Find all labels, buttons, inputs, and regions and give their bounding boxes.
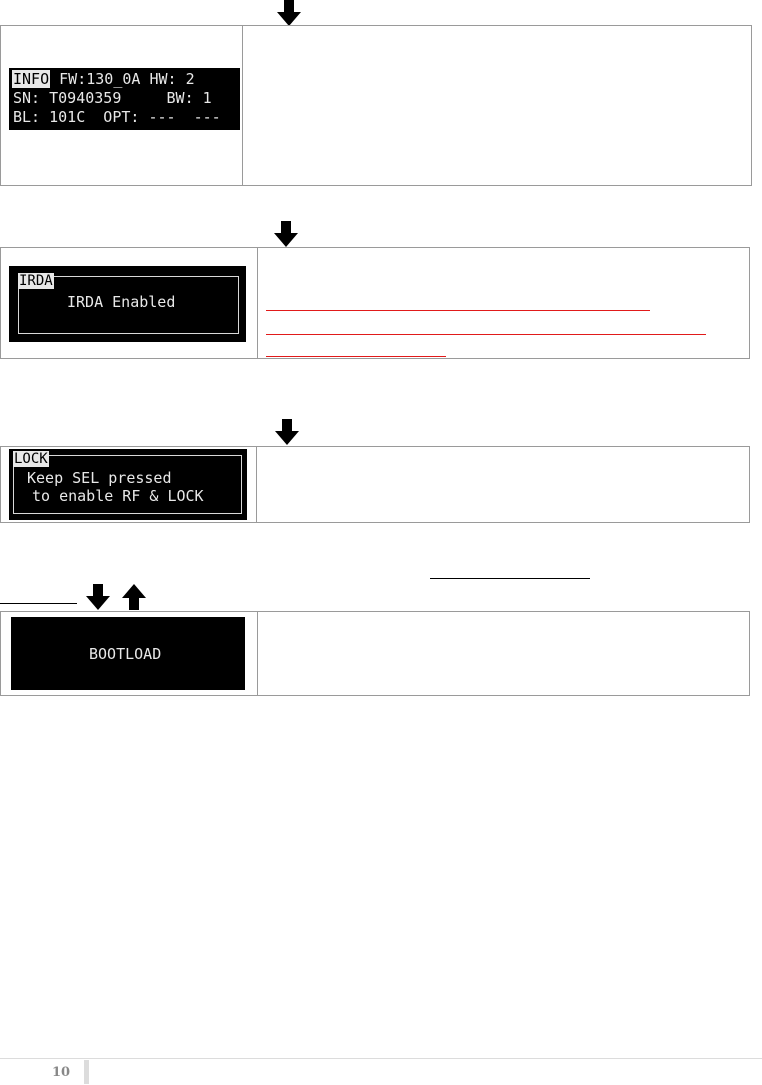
footer-bar [84,1060,89,1084]
lock-line-1: Keep SEL pressed [27,469,172,487]
info-firmware-text: FW:130_0A HW: 2 [50,70,195,88]
info-description-cell [243,26,751,185]
irda-tag: IRDA [19,273,53,289]
lock-screen-table [0,446,750,523]
lock-tag: LOCK [14,451,48,467]
bootload-message: BOOTLOAD [89,645,162,663]
underline-fragment [430,578,590,579]
info-line-3: BL: 101C OPT: --- --- [13,108,221,126]
lock-screen-cell [1,447,257,522]
info-lcd-display [9,68,240,130]
arrow-down-icon [86,584,110,610]
arrow-up-icon [122,584,146,610]
lock-line-2: to enable RF & LOCK [32,487,204,505]
irda-screen-table [0,247,750,359]
underline-fragment [0,603,77,604]
redacted-text-line [266,310,650,311]
redacted-text-line [266,334,706,335]
info-screen-cell [1,26,243,185]
arrow-down-icon [274,221,298,247]
lock-lcd-display [9,449,247,520]
info-line-1 [12,71,195,88]
redacted-text-line [266,356,446,357]
arrow-down-icon [275,419,299,445]
irda-message: IRDA Enabled [67,293,176,311]
info-line-2: SN: T0940359 BW: 1 [13,89,212,107]
irda-lcd-display [9,266,246,342]
bootload-lcd-display [11,617,245,690]
irda-screen-cell [1,248,258,358]
info-tag: INFO [13,70,50,88]
bootload-screen-table [0,611,750,696]
bootload-screen-cell [1,612,258,695]
bootload-description-cell [258,612,749,695]
lock-description-cell [257,447,749,522]
irda-tag-row [18,273,54,290]
footer-divider [0,1058,762,1059]
irda-description-cell [258,248,749,358]
lock-tag-row [13,451,49,468]
page-number: 10 [52,1065,71,1080]
arrow-down-icon [277,0,301,26]
info-screen-table [0,25,752,186]
